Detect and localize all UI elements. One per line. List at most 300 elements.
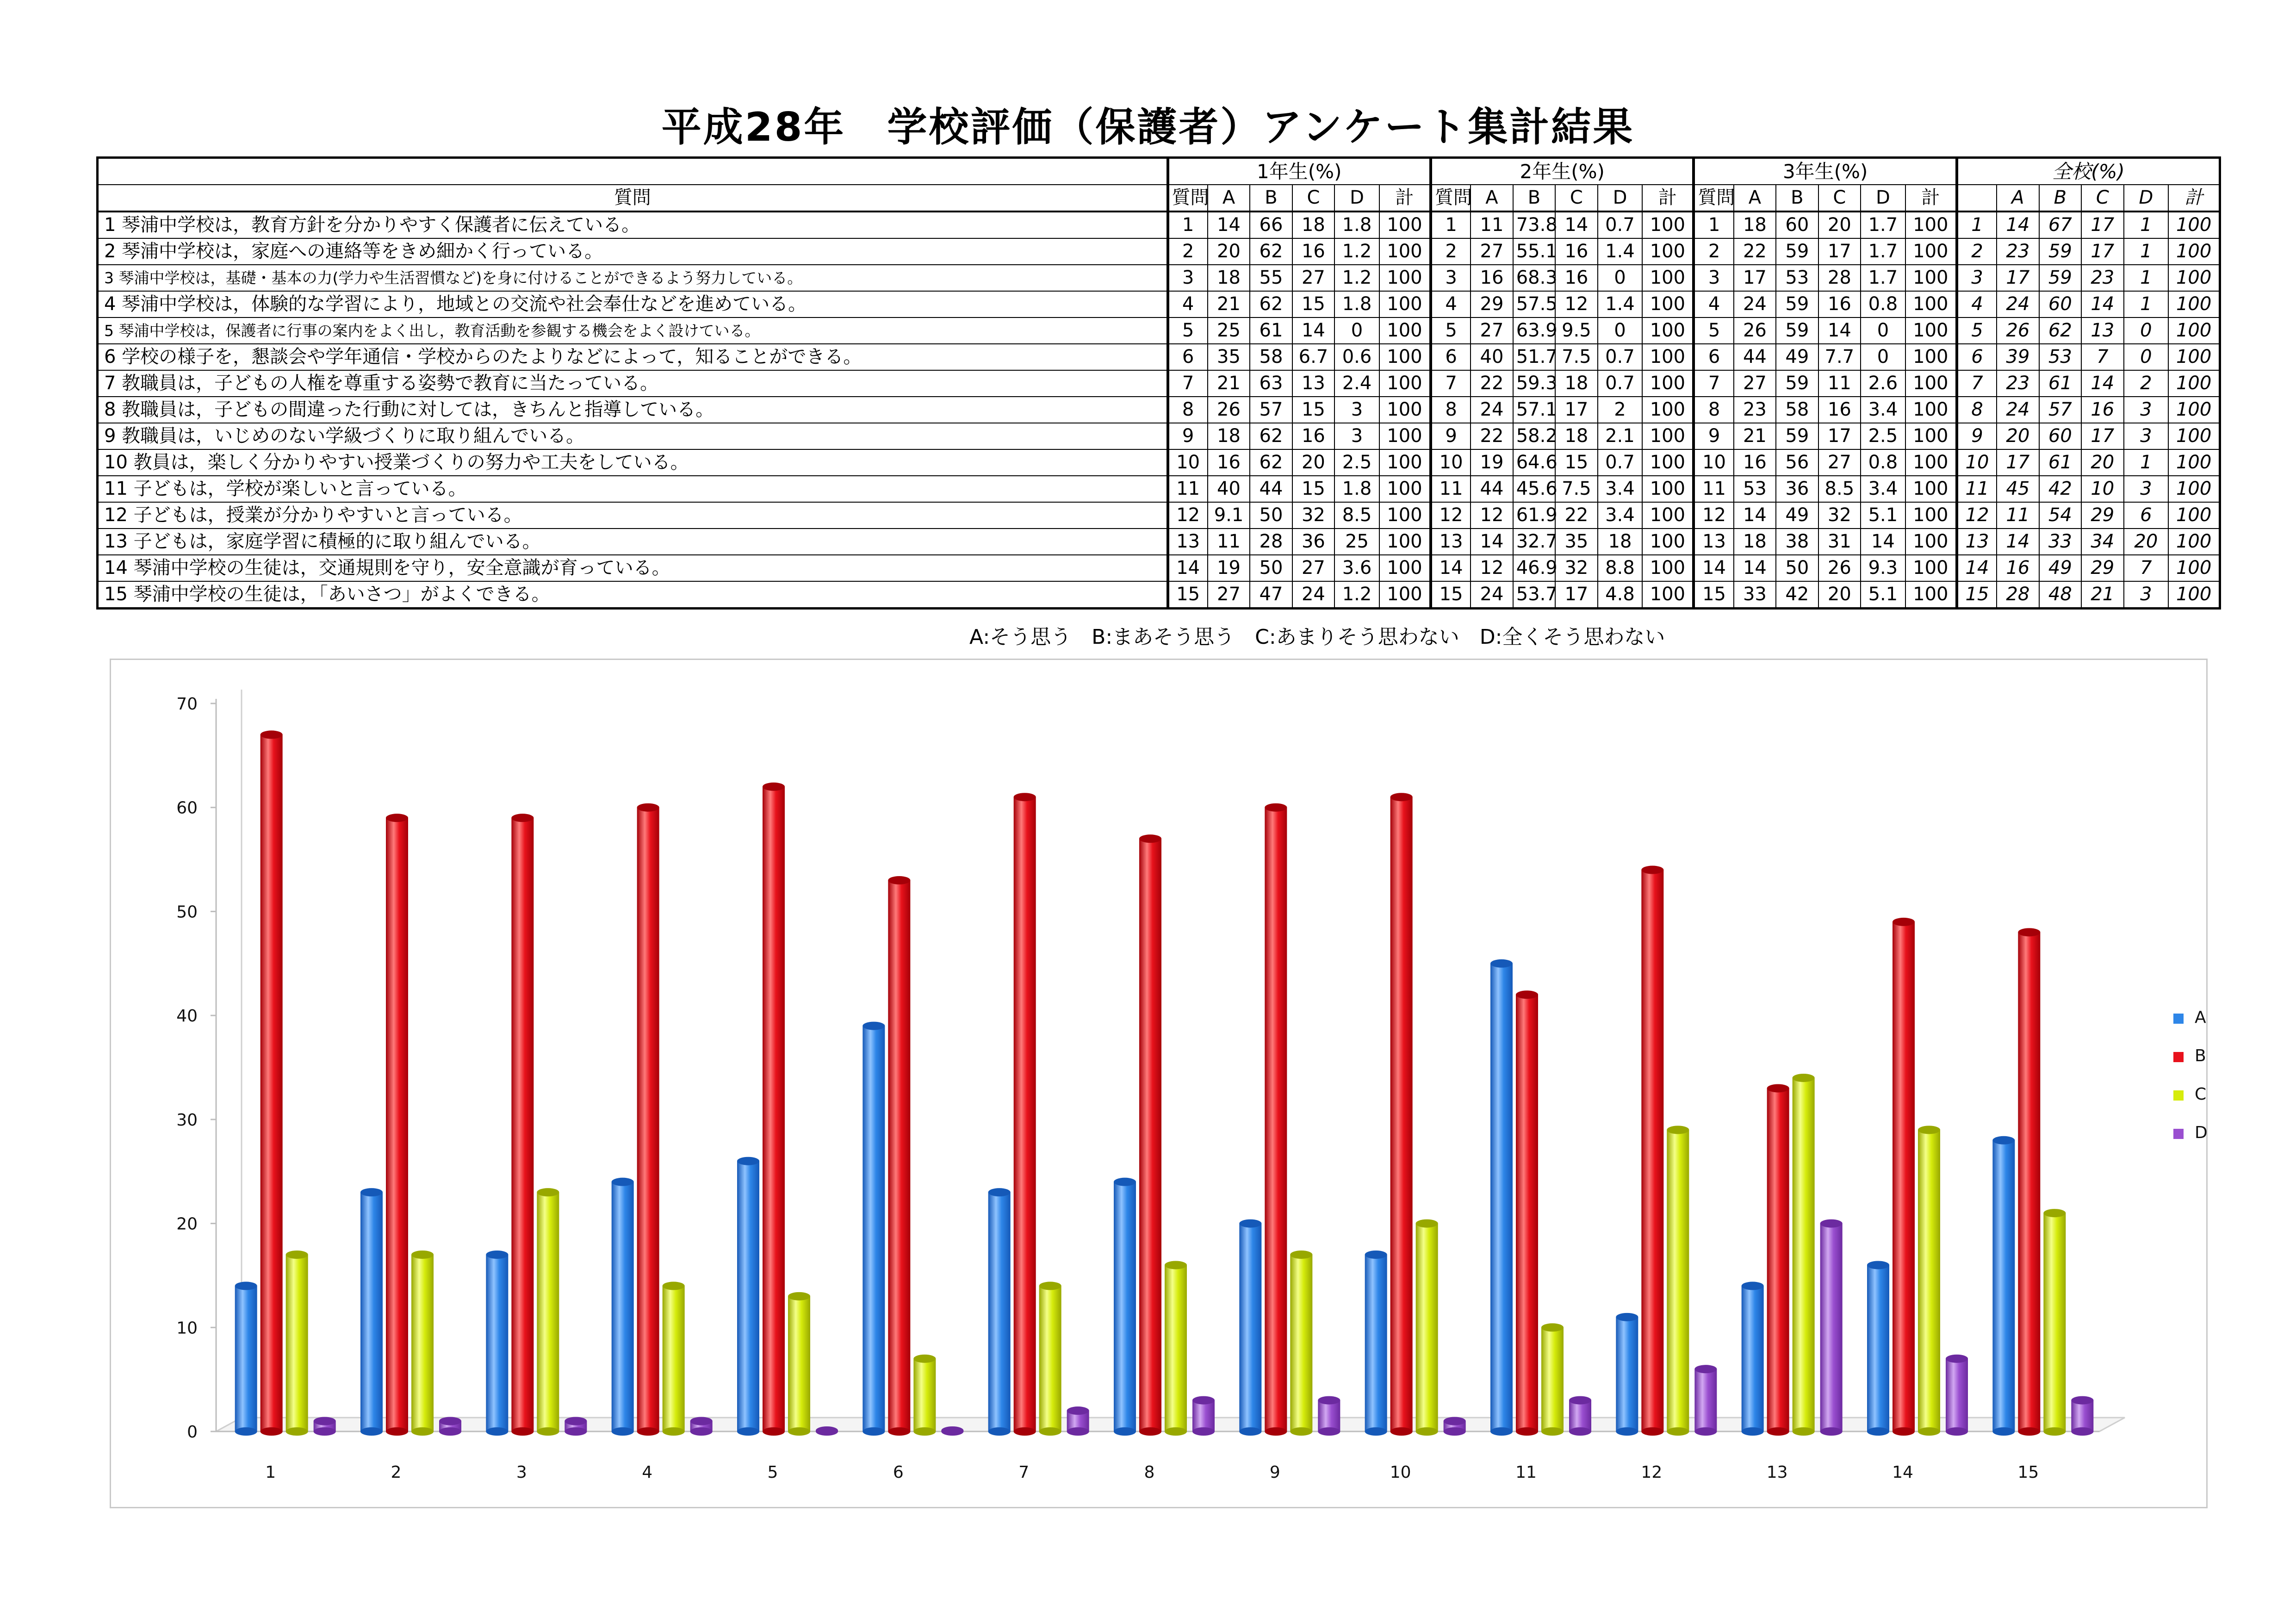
y-tick-label: 70 bbox=[176, 695, 198, 714]
value-cell: 64.6 bbox=[1513, 449, 1555, 476]
value-cell: 16 bbox=[2081, 397, 2123, 423]
value-cell: 45.6 bbox=[1513, 476, 1555, 502]
column-header-total: 計 bbox=[1379, 185, 1431, 212]
value-cell: 7.5 bbox=[1555, 476, 1597, 502]
question-text: 12 子どもは，授業が分かりやすいと言っている。 bbox=[98, 502, 1168, 529]
value-cell: 5 bbox=[1694, 317, 1733, 344]
bar-a bbox=[1239, 1220, 1261, 1436]
value-cell: 22 bbox=[1471, 370, 1513, 397]
value-cell: 100 bbox=[2168, 397, 2220, 423]
bar-a bbox=[1490, 959, 1513, 1436]
value-cell: 24 bbox=[1734, 291, 1776, 317]
value-cell: 3 bbox=[2124, 397, 2169, 423]
value-cell: 100 bbox=[1379, 502, 1431, 529]
value-cell: 1 bbox=[1431, 212, 1471, 238]
value-cell: 59 bbox=[1776, 291, 1818, 317]
value-cell: 13 bbox=[1431, 529, 1471, 555]
value-cell: 23 bbox=[1997, 370, 2039, 397]
value-cell: 0.6 bbox=[1334, 344, 1379, 370]
value-cell: 53.7 bbox=[1513, 581, 1555, 609]
value-cell: 50 bbox=[1250, 555, 1292, 581]
bar-c bbox=[1416, 1220, 1438, 1436]
question-text: 1 琴浦中学校は，教育方針を分かりやすく保護者に伝えている。 bbox=[98, 212, 1168, 238]
bar-b bbox=[1265, 803, 1287, 1436]
value-cell: 100 bbox=[1642, 476, 1694, 502]
value-cell: 15 bbox=[1292, 476, 1334, 502]
legend-swatch-c bbox=[2173, 1090, 2184, 1101]
value-cell: 9.1 bbox=[1208, 502, 1250, 529]
question-text: 15 琴浦中学校の生徒は，「あいさつ」がよくできる。 bbox=[98, 581, 1168, 609]
value-cell: 3.4 bbox=[1861, 397, 1905, 423]
value-cell: 2 bbox=[2124, 370, 2169, 397]
value-cell: 44 bbox=[1250, 476, 1292, 502]
value-cell: 3 bbox=[2124, 423, 2169, 449]
value-cell: 27 bbox=[1734, 370, 1776, 397]
value-cell: 14 bbox=[2081, 291, 2123, 317]
value-cell: 20 bbox=[1208, 238, 1250, 265]
value-cell: 100 bbox=[2168, 555, 2220, 581]
value-cell: 0 bbox=[1861, 344, 1905, 370]
value-cell: 5.1 bbox=[1861, 502, 1905, 529]
value-cell: 100 bbox=[1905, 555, 1957, 581]
column-header-b: B bbox=[1513, 185, 1555, 212]
table-row bbox=[98, 317, 2220, 344]
value-cell: 100 bbox=[1642, 238, 1694, 265]
legend-label-c: C bbox=[2195, 1085, 2207, 1104]
value-cell: 1.7 bbox=[1861, 238, 1905, 265]
bar-b bbox=[1893, 918, 1915, 1436]
value-cell: 100 bbox=[1642, 212, 1694, 238]
bar-d bbox=[439, 1417, 461, 1436]
value-cell: 9 bbox=[1168, 423, 1208, 449]
value-cell: 15 bbox=[1957, 581, 1997, 609]
value-cell: 22 bbox=[1734, 238, 1776, 265]
value-cell: 57 bbox=[2039, 397, 2081, 423]
value-cell: 1 bbox=[2124, 291, 2169, 317]
value-cell: 49 bbox=[1776, 502, 1818, 529]
value-cell: 18 bbox=[1208, 423, 1250, 449]
value-cell: 23 bbox=[1997, 238, 2039, 265]
value-cell: 13 bbox=[1168, 529, 1208, 555]
x-tick-label: 10 bbox=[1390, 1463, 1411, 1482]
value-cell: 11 bbox=[1168, 476, 1208, 502]
value-cell: 27 bbox=[1818, 449, 1861, 476]
bar-a bbox=[988, 1188, 1011, 1436]
value-cell: 57.5 bbox=[1513, 291, 1555, 317]
value-cell: 61 bbox=[2039, 449, 2081, 476]
bar-c bbox=[286, 1251, 308, 1436]
value-cell: 23 bbox=[2081, 265, 2123, 291]
value-cell: 1.8 bbox=[1334, 212, 1379, 238]
value-cell: 1.8 bbox=[1334, 476, 1379, 502]
value-cell: 39 bbox=[1997, 344, 2039, 370]
value-cell: 100 bbox=[1379, 291, 1431, 317]
bar-b bbox=[1767, 1084, 1789, 1436]
value-cell: 18 bbox=[1555, 370, 1597, 397]
value-cell: 33 bbox=[2039, 529, 2081, 555]
x-tick-label: 5 bbox=[767, 1463, 778, 1482]
value-cell: 32 bbox=[1292, 502, 1334, 529]
value-cell: 32 bbox=[1818, 502, 1861, 529]
value-cell: 100 bbox=[1379, 529, 1431, 555]
value-cell: 66 bbox=[1250, 212, 1292, 238]
bar-c bbox=[1918, 1126, 1940, 1436]
value-cell: 100 bbox=[1379, 212, 1431, 238]
value-cell: 8.5 bbox=[1334, 502, 1379, 529]
value-cell: 62 bbox=[1250, 238, 1292, 265]
value-cell: 7 bbox=[2081, 344, 2123, 370]
value-cell: 0 bbox=[1861, 317, 1905, 344]
value-cell: 100 bbox=[1379, 265, 1431, 291]
bar-d bbox=[1318, 1396, 1340, 1436]
value-cell: 47 bbox=[1250, 581, 1292, 609]
x-tick-label: 4 bbox=[642, 1463, 653, 1482]
x-tick-label: 3 bbox=[516, 1463, 527, 1482]
value-cell: 11 bbox=[1997, 502, 2039, 529]
value-cell: 28 bbox=[1250, 529, 1292, 555]
bar-b bbox=[386, 814, 408, 1436]
value-cell: 100 bbox=[1905, 212, 1957, 238]
value-cell: 6 bbox=[2124, 502, 2169, 529]
value-cell: 100 bbox=[1642, 423, 1694, 449]
question-text: 3 琴浦中学校は，基礎・基本の力(学力や生活習慣など)を身に付けることができるよう努力している。 bbox=[98, 265, 1168, 291]
value-cell: 2.5 bbox=[1334, 449, 1379, 476]
bar-b bbox=[1139, 834, 1161, 1436]
value-cell: 18 bbox=[1208, 265, 1250, 291]
x-tick-label: 12 bbox=[1641, 1463, 1663, 1482]
table-row bbox=[98, 581, 2220, 609]
value-cell: 12 bbox=[1168, 502, 1208, 529]
value-cell: 9.3 bbox=[1861, 555, 1905, 581]
value-cell: 63 bbox=[1250, 370, 1292, 397]
bar-a bbox=[737, 1157, 759, 1436]
table-row bbox=[98, 529, 2220, 555]
value-cell: 22 bbox=[1471, 423, 1513, 449]
bar-d bbox=[1946, 1355, 1968, 1436]
value-cell: 31 bbox=[1818, 529, 1861, 555]
value-cell: 14 bbox=[2081, 370, 2123, 397]
bar-d bbox=[816, 1426, 838, 1436]
column-header-c: C bbox=[1292, 185, 1334, 212]
value-cell: 3 bbox=[1168, 265, 1208, 291]
bar-chart bbox=[110, 659, 2208, 1506]
value-cell: 4 bbox=[1168, 291, 1208, 317]
value-cell: 17 bbox=[2081, 238, 2123, 265]
value-cell: 18 bbox=[1555, 423, 1597, 449]
value-cell: 7 bbox=[1694, 370, 1733, 397]
value-cell: 9 bbox=[1694, 423, 1733, 449]
bar-c bbox=[411, 1251, 434, 1436]
value-cell: 14 bbox=[1292, 317, 1334, 344]
value-cell: 100 bbox=[1905, 344, 1957, 370]
column-header-a: A bbox=[1734, 185, 1776, 212]
value-cell: 21 bbox=[2081, 581, 2123, 609]
value-cell: 6 bbox=[1168, 344, 1208, 370]
bar-d bbox=[1694, 1365, 1717, 1436]
value-cell: 2 bbox=[1598, 397, 1643, 423]
value-cell: 8 bbox=[1694, 397, 1733, 423]
value-cell: 3 bbox=[1957, 265, 1997, 291]
x-tick-label: 2 bbox=[391, 1463, 402, 1482]
value-cell: 15 bbox=[1292, 291, 1334, 317]
value-cell: 60 bbox=[2039, 291, 2081, 317]
column-header-c: C bbox=[2081, 185, 2123, 212]
value-cell: 40 bbox=[1208, 476, 1250, 502]
column-header-b: B bbox=[1776, 185, 1818, 212]
value-cell: 29 bbox=[2081, 502, 2123, 529]
value-cell: 2.1 bbox=[1598, 423, 1643, 449]
value-cell: 100 bbox=[1379, 397, 1431, 423]
value-cell: 100 bbox=[1642, 581, 1694, 609]
value-cell: 3 bbox=[2124, 581, 2169, 609]
value-cell: 100 bbox=[2168, 502, 2220, 529]
value-cell: 45 bbox=[1997, 476, 2039, 502]
group-header: 1年生(%) bbox=[1168, 158, 1431, 185]
value-cell: 11 bbox=[1957, 476, 1997, 502]
value-cell: 19 bbox=[1208, 555, 1250, 581]
y-tick-label: 60 bbox=[176, 798, 198, 818]
value-cell: 21 bbox=[1208, 291, 1250, 317]
legend-label-b: B bbox=[2195, 1046, 2206, 1065]
value-cell: 24 bbox=[1471, 581, 1513, 609]
column-header-d: D bbox=[2124, 185, 2169, 212]
question-text: 5 琴浦中学校は，保護者に行事の案内をよく出し，教育活動を参観する機会をよく設けている。 bbox=[98, 317, 1168, 344]
column-header-a: A bbox=[1208, 185, 1250, 212]
value-cell: 34 bbox=[2081, 529, 2123, 555]
value-cell: 8.5 bbox=[1818, 476, 1861, 502]
value-cell: 3 bbox=[1334, 397, 1379, 423]
question-text: 11 子どもは，学校が楽しいと言っている。 bbox=[98, 476, 1168, 502]
bar-a bbox=[360, 1188, 383, 1436]
value-cell: 58 bbox=[1776, 397, 1818, 423]
value-cell: 0.7 bbox=[1598, 449, 1643, 476]
value-cell: 14 bbox=[1997, 212, 2039, 238]
value-cell: 22 bbox=[1555, 502, 1597, 529]
value-cell: 48 bbox=[2039, 581, 2081, 609]
bar-b bbox=[1014, 793, 1036, 1436]
value-cell: 46.9 bbox=[1513, 555, 1555, 581]
value-cell: 2 bbox=[1431, 238, 1471, 265]
table-row bbox=[98, 238, 2220, 265]
value-cell: 55.1 bbox=[1513, 238, 1555, 265]
value-cell: 100 bbox=[1642, 555, 1694, 581]
bar-d bbox=[314, 1417, 336, 1436]
table-row bbox=[98, 291, 2220, 317]
table-row bbox=[98, 370, 2220, 397]
value-cell: 2 bbox=[1694, 238, 1733, 265]
question-text: 14 琴浦中学校の生徒は，交通規則を守り，安全意識が育っている。 bbox=[98, 555, 1168, 581]
value-cell: 10 bbox=[1957, 449, 1997, 476]
value-cell: 25 bbox=[1208, 317, 1250, 344]
value-cell: 62 bbox=[2039, 317, 2081, 344]
value-cell: 14 bbox=[1818, 317, 1861, 344]
value-cell: 3.6 bbox=[1334, 555, 1379, 581]
bar-b bbox=[1390, 793, 1413, 1436]
value-cell: 16 bbox=[1292, 238, 1334, 265]
value-cell: 53 bbox=[1776, 265, 1818, 291]
table-row bbox=[98, 449, 2220, 476]
value-cell: 27 bbox=[1292, 265, 1334, 291]
value-cell: 100 bbox=[1905, 397, 1957, 423]
value-cell: 58.2 bbox=[1513, 423, 1555, 449]
value-cell: 1 bbox=[1168, 212, 1208, 238]
value-cell: 57 bbox=[1250, 397, 1292, 423]
value-cell: 1 bbox=[1957, 212, 1997, 238]
value-cell: 16 bbox=[1818, 397, 1861, 423]
value-cell: 67 bbox=[2039, 212, 2081, 238]
value-cell: 2.4 bbox=[1334, 370, 1379, 397]
value-cell: 17 bbox=[1997, 449, 2039, 476]
value-cell: 100 bbox=[2168, 476, 2220, 502]
column-header-a: A bbox=[1997, 185, 2039, 212]
value-cell: 100 bbox=[1905, 423, 1957, 449]
value-cell: 33 bbox=[1734, 581, 1776, 609]
value-cell: 100 bbox=[1642, 449, 1694, 476]
x-tick-label: 7 bbox=[1018, 1463, 1030, 1482]
column-header-d: D bbox=[1334, 185, 1379, 212]
column-header-row bbox=[98, 185, 2220, 212]
value-cell: 32 bbox=[1555, 555, 1597, 581]
value-cell: 10 bbox=[1431, 449, 1471, 476]
x-tick-label: 1 bbox=[265, 1463, 276, 1482]
bar-a bbox=[486, 1251, 508, 1436]
value-cell: 28 bbox=[1818, 265, 1861, 291]
bar-d bbox=[1192, 1396, 1215, 1436]
value-cell: 29 bbox=[1471, 291, 1513, 317]
value-cell: 73.8 bbox=[1513, 212, 1555, 238]
value-cell: 13 bbox=[1957, 529, 1997, 555]
blank-corner-cell bbox=[98, 158, 1168, 185]
value-cell: 49 bbox=[1776, 344, 1818, 370]
bar-c bbox=[913, 1355, 936, 1436]
value-cell: 7 bbox=[2124, 555, 2169, 581]
value-cell: 0 bbox=[1598, 317, 1643, 344]
value-cell: 17 bbox=[2081, 212, 2123, 238]
bar-d bbox=[1444, 1417, 1466, 1436]
value-cell: 1.4 bbox=[1598, 238, 1643, 265]
value-cell: 12 bbox=[1471, 502, 1513, 529]
value-cell: 100 bbox=[1642, 370, 1694, 397]
value-cell: 17 bbox=[1818, 423, 1861, 449]
value-cell: 14 bbox=[1694, 555, 1733, 581]
value-cell: 12 bbox=[1431, 502, 1471, 529]
value-cell: 17 bbox=[1997, 265, 2039, 291]
value-cell: 100 bbox=[2168, 212, 2220, 238]
value-cell: 100 bbox=[1905, 317, 1957, 344]
value-cell: 0 bbox=[1334, 317, 1379, 344]
y-tick-label: 50 bbox=[176, 902, 198, 922]
value-cell: 3 bbox=[1334, 423, 1379, 449]
bar-a bbox=[863, 1022, 885, 1436]
value-cell: 27 bbox=[1292, 555, 1334, 581]
value-cell: 1 bbox=[2124, 212, 2169, 238]
value-cell: 4.8 bbox=[1598, 581, 1643, 609]
table-row bbox=[98, 555, 2220, 581]
bar-d bbox=[1569, 1396, 1591, 1436]
value-cell: 11 bbox=[1208, 529, 1250, 555]
bar-a bbox=[1992, 1136, 2015, 1436]
value-cell: 100 bbox=[1905, 238, 1957, 265]
value-cell: 17 bbox=[1555, 397, 1597, 423]
bar-c bbox=[1541, 1323, 1564, 1436]
value-cell: 27 bbox=[1208, 581, 1250, 609]
value-cell: 100 bbox=[1905, 529, 1957, 555]
value-cell: 60 bbox=[1776, 212, 1818, 238]
value-cell: 8 bbox=[1431, 397, 1471, 423]
value-cell: 35 bbox=[1555, 529, 1597, 555]
value-cell: 51.7 bbox=[1513, 344, 1555, 370]
table-row bbox=[98, 502, 2220, 529]
value-cell: 61 bbox=[1250, 317, 1292, 344]
survey-results-table bbox=[96, 156, 2221, 610]
value-cell: 0.8 bbox=[1861, 449, 1905, 476]
value-cell: 59 bbox=[1776, 370, 1818, 397]
bar-a bbox=[1867, 1261, 1889, 1436]
value-cell: 12 bbox=[1694, 502, 1733, 529]
value-cell: 100 bbox=[1379, 317, 1431, 344]
column-header-a: A bbox=[1471, 185, 1513, 212]
value-cell: 13 bbox=[2081, 317, 2123, 344]
table-row bbox=[98, 265, 2220, 291]
value-cell: 2 bbox=[1957, 238, 1997, 265]
value-cell: 12 bbox=[1957, 502, 1997, 529]
legend-label-d: D bbox=[2195, 1123, 2208, 1142]
value-cell: 1.2 bbox=[1334, 581, 1379, 609]
value-cell: 24 bbox=[1997, 397, 2039, 423]
bar-c bbox=[1039, 1282, 1061, 1436]
value-cell: 16 bbox=[1818, 291, 1861, 317]
value-cell: 100 bbox=[2168, 370, 2220, 397]
value-cell: 14 bbox=[1734, 502, 1776, 529]
value-cell: 100 bbox=[1642, 317, 1694, 344]
value-cell: 40 bbox=[1471, 344, 1513, 370]
value-cell: 42 bbox=[2039, 476, 2081, 502]
value-cell: 42 bbox=[1776, 581, 1818, 609]
value-cell: 24 bbox=[1997, 291, 2039, 317]
bar-b bbox=[1641, 866, 1663, 1436]
value-cell: 14 bbox=[1471, 529, 1513, 555]
value-cell: 11 bbox=[1431, 476, 1471, 502]
question-text: 8 教職員は，子どもの間違った行動に対しては，きちんと指導している。 bbox=[98, 397, 1168, 423]
value-cell: 54 bbox=[2039, 502, 2081, 529]
value-cell: 4 bbox=[1694, 291, 1733, 317]
question-text: 4 琴浦中学校は，体験的な学習により，地域との交流や社会奉仕などを進めている。 bbox=[98, 291, 1168, 317]
question-text: 6 学校の様子を，懇談会や学年通信・学校からのたよりなどによって，知ることができる。 bbox=[98, 344, 1168, 370]
value-cell: 0 bbox=[2124, 317, 2169, 344]
value-cell: 6.7 bbox=[1292, 344, 1334, 370]
value-cell: 53 bbox=[1734, 476, 1776, 502]
value-cell: 0.7 bbox=[1598, 212, 1643, 238]
bar-a bbox=[1365, 1251, 1387, 1436]
value-cell: 20 bbox=[2081, 449, 2123, 476]
value-cell: 7.5 bbox=[1555, 344, 1597, 370]
bar-a bbox=[1616, 1313, 1638, 1436]
legend-swatch-a bbox=[2173, 1014, 2184, 1024]
value-cell: 18 bbox=[1734, 212, 1776, 238]
column-header-b: B bbox=[2039, 185, 2081, 212]
group-header: 全校(%) bbox=[1957, 158, 2220, 185]
value-cell: 21 bbox=[1208, 370, 1250, 397]
value-cell: 3.4 bbox=[1598, 476, 1643, 502]
value-cell: 4 bbox=[1957, 291, 1997, 317]
value-cell: 61 bbox=[2039, 370, 2081, 397]
value-cell: 35 bbox=[1208, 344, 1250, 370]
bar-a bbox=[1742, 1282, 1764, 1436]
value-cell: 5.1 bbox=[1861, 581, 1905, 609]
number-column-header bbox=[1957, 185, 1997, 212]
value-cell: 14 bbox=[1861, 529, 1905, 555]
value-cell: 3.4 bbox=[1598, 502, 1643, 529]
